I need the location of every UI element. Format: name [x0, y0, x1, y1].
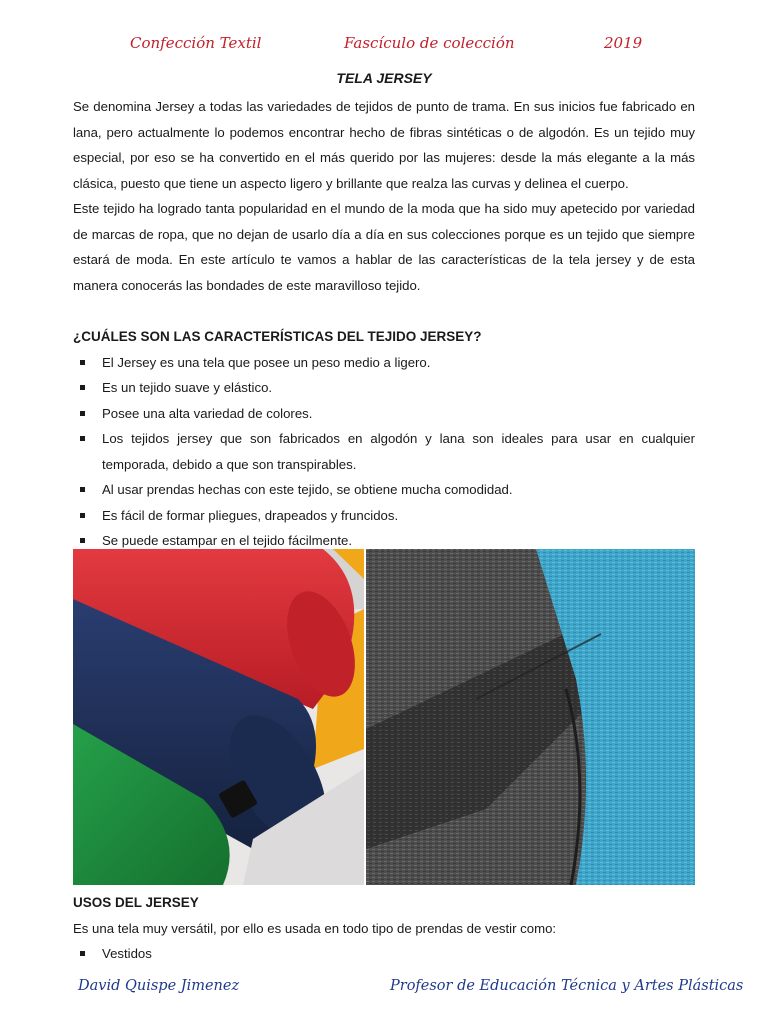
- characteristics-heading: ¿CUÁLES SON LAS CARACTERÍSTICAS DEL TEJIDO JERSEY?: [73, 329, 482, 344]
- main-content: [73, 94, 695, 554]
- characteristics-list: [73, 350, 695, 554]
- list-item: Al usar prendas hechas con este tejido, se obtiene mucha comodidad.: [73, 477, 695, 503]
- uses-list: [73, 941, 695, 967]
- list-item: Es fácil de formar pliegues, drapeados y fruncidos.: [73, 503, 695, 529]
- list-item: Vestidos: [73, 941, 695, 967]
- list-item: Se puede estampar en el tejido fácilmente.: [73, 528, 695, 554]
- jersey-knit-photo: [366, 549, 695, 885]
- list-item: Es un tejido suave y elástico.: [73, 375, 695, 401]
- fabric-photos: [73, 549, 695, 885]
- header-course: Confección Textil: [130, 34, 262, 52]
- footer-author: David Quispe Jimenez: [78, 978, 240, 994]
- header-year: 2019: [604, 34, 643, 52]
- list-item: Posee una alta variedad de colores.: [73, 401, 695, 427]
- footer-role: Profesor de Educación Técnica y Artes Plásticas: [390, 978, 744, 994]
- header-series: Fascículo de colección: [344, 34, 515, 52]
- uses-heading: USOS DEL JERSEY: [73, 895, 199, 910]
- page-footer: [0, 976, 768, 1006]
- intro-paragraph-2: Este tejido ha logrado tanta popularidad en el mundo de la moda que ha sido muy apetecido por variedad de marcas de ropa, que no dejan de usarlo día a día en sus colecciones porque es un tejido que siempre estará de moda. En este artículo te vamos a hablar de las características de la tela jersey y de esta manera conocerás las bondades de este maravilloso tejido.: [73, 201, 695, 293]
- list-item: Los tejidos jersey que son fabricados en algodón y lana son ideales para usar en cualquier temporada, debido a que son transpirables.: [73, 426, 695, 477]
- uses-section: [73, 890, 695, 967]
- page-header: [0, 30, 768, 60]
- page-title: TELA JERSEY: [336, 70, 432, 86]
- intro-paragraph-1: Se denomina Jersey a todas las variedades de tejidos de punto de trama. En sus inicios fue fabricado en lana, pero actualmente lo podemos encontrar hecho de fibras sintéticas o de algodón. Es un tejido muy especial, por eso se ha convertido en el más querido por las mujeres: desde la más elegante a la más clásica, puesto que tiene un aspecto ligero y brillante que realza las curvas y delinea el cuerpo.: [73, 99, 695, 191]
- fabric-rolls-photo: [73, 549, 364, 885]
- uses-intro: Es una tela muy versátil, por ello es usada en todo tipo de prendas de vestir como:: [73, 920, 557, 936]
- list-item: El Jersey es una tela que posee un peso medio a ligero.: [73, 350, 695, 376]
